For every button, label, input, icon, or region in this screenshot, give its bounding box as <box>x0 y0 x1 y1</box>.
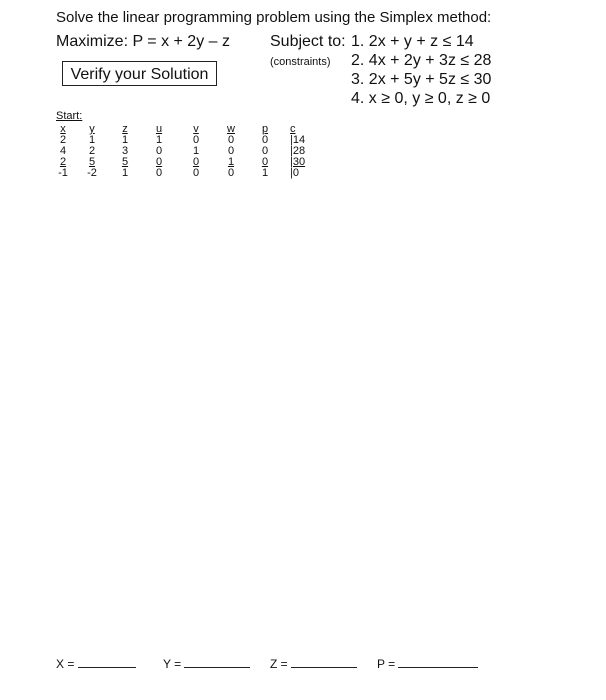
constraints-label: (constraints) <box>270 56 331 68</box>
cell: 0 <box>261 145 269 157</box>
cell: 5 <box>121 156 129 168</box>
cell: 2 <box>59 134 67 146</box>
header-u: u <box>155 123 163 135</box>
cell: 0 <box>192 156 200 168</box>
table-row <box>52 168 320 179</box>
answer-p <box>377 656 478 671</box>
cell: 2 <box>88 145 96 157</box>
answer-x <box>56 656 136 671</box>
verify-solution-button[interactable]: Verify your Solution <box>62 61 217 86</box>
tableau-start-label: Start: <box>56 110 83 122</box>
cell: 1 <box>88 134 96 146</box>
cell: 0 <box>227 134 235 146</box>
answer-y-blank[interactable] <box>184 656 250 668</box>
cell: 0 <box>155 145 163 157</box>
answer-z-label: Z = <box>270 657 288 671</box>
cell: 1 <box>121 167 129 179</box>
subject-to-label: Subject to: <box>270 33 346 50</box>
constraint-3: 3. 2x + 5y + 5z ≤ 30 <box>351 71 492 88</box>
constraint-4: 4. x ≥ 0, y ≥ 0, z ≥ 0 <box>351 90 491 107</box>
cell: 4 <box>59 145 67 157</box>
cell: 0 <box>155 156 163 168</box>
cell: -1 <box>58 167 68 179</box>
cell: |28 <box>290 145 306 157</box>
cell: |0 <box>290 167 299 179</box>
cell: 3 <box>121 145 129 157</box>
header-w: w <box>227 123 235 135</box>
cell: |30 <box>290 156 306 168</box>
answer-z <box>270 656 357 671</box>
cell: 0 <box>155 167 163 179</box>
cell: 2 <box>59 156 67 168</box>
cell: 1 <box>227 156 235 168</box>
instructions-text: Solve the linear programming problem using the Simplex method: <box>56 9 492 26</box>
cell: 1 <box>261 167 269 179</box>
simplex-tableau <box>52 124 320 179</box>
answer-x-blank[interactable] <box>78 656 136 668</box>
cell: 5 <box>88 156 96 168</box>
cell: 0 <box>227 167 235 179</box>
cell: 0 <box>192 134 200 146</box>
answer-y-label: Y = <box>163 657 182 671</box>
cell: 1 <box>121 134 129 146</box>
header-c: c <box>290 123 296 135</box>
header-y: y <box>89 123 95 135</box>
header-x: x <box>60 123 66 135</box>
header-p: p <box>261 123 269 135</box>
cell: 0 <box>261 156 269 168</box>
answer-y <box>163 656 250 671</box>
cell: 0 <box>227 145 235 157</box>
cell: 1 <box>192 145 200 157</box>
cell: 1 <box>155 134 163 146</box>
constraint-2: 2. 4x + 2y + 3z ≤ 28 <box>351 52 492 69</box>
cell: 0 <box>192 167 200 179</box>
objective-function: Maximize: P = x + 2y – z <box>56 33 230 50</box>
answer-p-blank[interactable] <box>398 656 478 668</box>
cell: -2 <box>87 167 97 179</box>
constraint-1: 1. 2x + y + z ≤ 14 <box>351 33 474 50</box>
cell: |14 <box>290 134 306 146</box>
answer-x-label: X = <box>56 657 75 671</box>
answer-z-blank[interactable] <box>291 656 357 668</box>
cell: 0 <box>261 134 269 146</box>
header-z: z <box>122 123 128 135</box>
answer-p-label: P = <box>377 657 396 671</box>
header-v: v <box>193 123 199 135</box>
